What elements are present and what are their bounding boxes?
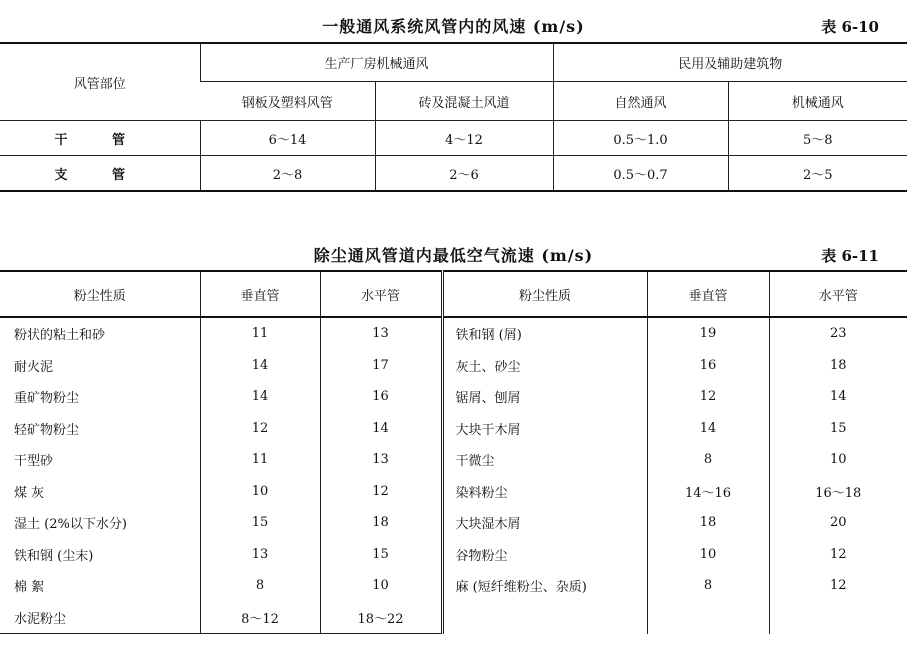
horizontal-velocity-cell: 10 [320, 570, 442, 602]
dust-name-cell: 铁和钢 (尘末) [14, 548, 94, 564]
table-row [0, 539, 907, 571]
table-row [0, 317, 907, 350]
table1-number: 表 6-10 [821, 18, 879, 36]
vertical-velocity-cell: 8 [647, 444, 769, 476]
table2-number: 表 6-11 [821, 247, 879, 265]
duct-location-header: 风管部位 [0, 43, 200, 121]
horizontal-velocity-cell: 13 [320, 444, 442, 476]
vertical-velocity-cell: 10 [647, 539, 769, 571]
table-row [0, 381, 907, 413]
horizontal-velocity-cell [769, 602, 907, 634]
table-cell: 2～6 [375, 156, 553, 192]
dust-name-cell: 重矿物粉尘 [14, 391, 80, 407]
dust-name-cell: 煤 灰 [14, 485, 45, 501]
vertical-velocity-cell: 11 [200, 444, 320, 476]
dust-name-cell: 染料粉尘 [442, 476, 647, 508]
dust-name-cell: 铁和钢 (屑) [442, 317, 647, 350]
table-row [0, 444, 907, 476]
vertical-velocity-cell [647, 602, 769, 634]
vertical-velocity-cell: 12 [647, 381, 769, 413]
vertical-velocity-cell: 8 [200, 570, 320, 602]
civil-group-header: 民用及辅助建筑物 [553, 43, 907, 82]
header-dust-type-left: 粉尘性质 [0, 271, 200, 317]
dust-velocity-table [0, 270, 907, 634]
vertical-velocity-cell: 14 [200, 350, 320, 382]
table-row [0, 350, 907, 382]
subheader-steel-plastic: 钢板及塑料风管 [200, 82, 375, 121]
horizontal-velocity-cell: 14 [769, 381, 907, 413]
dust-name-cell: 水泥粉尘 [0, 602, 200, 634]
header-vertical-right: 垂直管 [647, 271, 769, 317]
horizontal-velocity-cell: 15 [320, 539, 442, 571]
vertical-velocity-cell: 14～16 [647, 476, 769, 508]
production-group-header: 生产厂房机械通风 [200, 43, 553, 82]
table2-caption: 除尘通风管道内最低空气流速 (m/s) [313, 246, 594, 265]
horizontal-velocity-cell: 12 [769, 570, 907, 602]
table2-title-row [0, 239, 907, 267]
dust-name-cell: 耐火泥 [14, 359, 54, 375]
horizontal-velocity-cell: 20 [769, 507, 907, 539]
vertical-velocity-cell: 13 [200, 539, 320, 571]
horizontal-velocity-cell: 16～18 [769, 476, 907, 508]
header-horizontal-right: 水平管 [769, 271, 907, 317]
horizontal-velocity-cell: 18～22 [320, 602, 442, 634]
table-row [0, 413, 907, 445]
horizontal-velocity-cell: 14 [320, 413, 442, 445]
table-cell: 4～12 [375, 121, 553, 156]
horizontal-velocity-cell: 17 [320, 350, 442, 382]
table-cell: 6～14 [200, 121, 375, 156]
dust-name-cell: 锯屑、刨屑 [442, 381, 647, 413]
horizontal-velocity-cell: 13 [320, 317, 442, 350]
dust-name-cell: 粉状的粘土和砂 [14, 328, 106, 344]
header-dust-type-right: 粉尘性质 [442, 271, 647, 317]
dust-name-cell: 谷物粉尘 [442, 539, 647, 571]
table-row [0, 570, 907, 602]
dust-name-cell: 大块干木屑 [442, 413, 647, 445]
table-cell: 2～8 [200, 156, 375, 192]
vertical-velocity-cell: 14 [647, 413, 769, 445]
table-row [0, 602, 907, 634]
dust-name-cell: 干型砂 [14, 454, 54, 470]
table-row [0, 156, 907, 192]
vertical-velocity-cell: 8 [647, 570, 769, 602]
table-cell: 5～8 [728, 121, 907, 156]
vertical-velocity-cell: 8～12 [200, 602, 320, 634]
horizontal-velocity-cell: 12 [320, 476, 442, 508]
vertical-velocity-cell: 16 [647, 350, 769, 382]
dust-name-cell: 干微尘 [442, 444, 647, 476]
subheader-natural: 自然通风 [553, 82, 728, 121]
table-row [0, 476, 907, 508]
dust-name-cell [442, 602, 647, 634]
air-velocity-table [0, 42, 907, 192]
horizontal-velocity-cell: 10 [769, 444, 907, 476]
horizontal-velocity-cell: 12 [769, 539, 907, 571]
table1-caption: 一般通风系统风管内的风速 (m/s) [322, 17, 585, 36]
vertical-velocity-cell: 19 [647, 317, 769, 350]
table1-title-row [0, 10, 907, 38]
dust-name-cell: 麻 (短纤维粉尘、杂质) [442, 570, 647, 602]
table-cell: 0.5～1.0 [553, 121, 728, 156]
dust-name-cell: 湿土 (2%以下水分) [14, 517, 127, 533]
subheader-brick-concrete: 砖及混凝土风道 [375, 82, 553, 121]
table2-header-row [0, 271, 907, 317]
row-label-branch-duct: 支 管 [0, 156, 200, 192]
header-horizontal-left: 水平管 [320, 271, 442, 317]
table-cell: 2～5 [728, 156, 907, 192]
horizontal-velocity-cell: 23 [769, 317, 907, 350]
horizontal-velocity-cell: 16 [320, 381, 442, 413]
dust-name-cell: 轻矿物粉尘 [14, 422, 80, 438]
vertical-velocity-cell: 10 [200, 476, 320, 508]
table-row [0, 507, 907, 539]
table-row [0, 121, 907, 156]
horizontal-velocity-cell: 18 [320, 507, 442, 539]
horizontal-velocity-cell: 18 [769, 350, 907, 382]
header-vertical-left: 垂直管 [200, 271, 320, 317]
dust-name-cell: 灰土、砂尘 [442, 350, 647, 382]
dust-name-cell: 大块湿木屑 [442, 507, 647, 539]
vertical-velocity-cell: 18 [647, 507, 769, 539]
vertical-velocity-cell: 12 [200, 413, 320, 445]
table-cell: 0.5～0.7 [553, 156, 728, 192]
table1-header-row-1 [0, 43, 907, 82]
dust-name-cell: 棉 絮 [14, 580, 45, 596]
vertical-velocity-cell: 15 [200, 507, 320, 539]
vertical-velocity-cell: 14 [200, 381, 320, 413]
row-label-main-duct: 干 管 [0, 121, 200, 156]
horizontal-velocity-cell: 15 [769, 413, 907, 445]
vertical-velocity-cell: 11 [200, 317, 320, 350]
subheader-mechanical: 机械通风 [728, 82, 907, 121]
table2-body [0, 317, 907, 634]
